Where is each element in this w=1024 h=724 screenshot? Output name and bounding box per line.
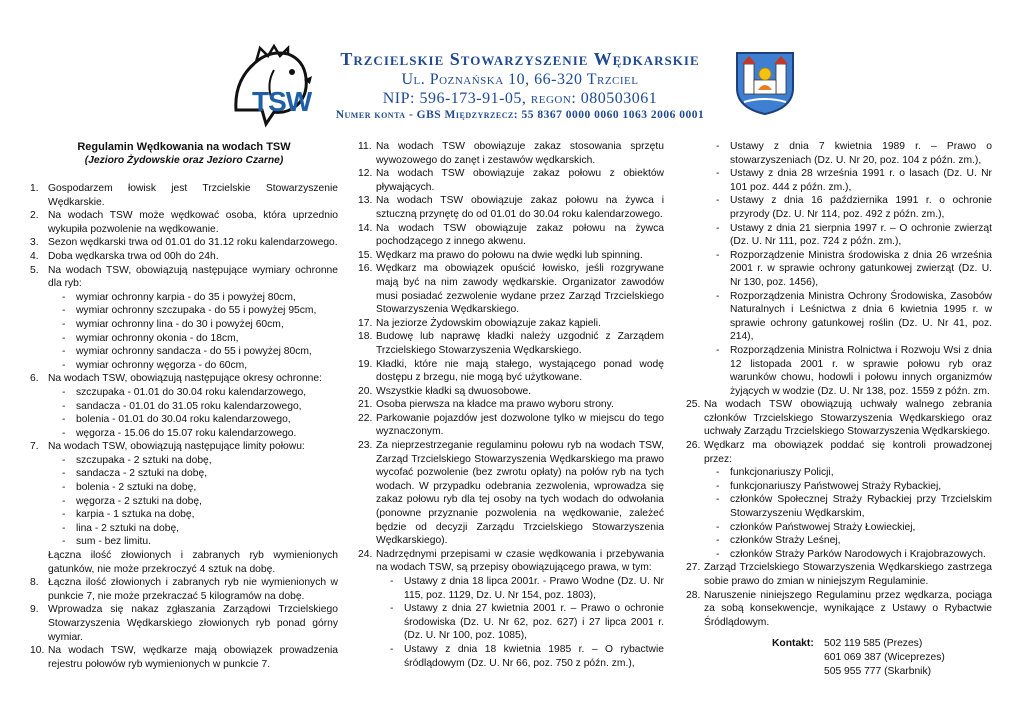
rule-subitem [30, 359, 338, 373]
contact-phones [824, 637, 945, 678]
contact-label: Kontakt: [772, 638, 814, 650]
rule-text: Na wodach TSW, obowiązują następujące limity połowu: [48, 441, 305, 453]
rule-subitem [686, 493, 992, 520]
rule-subitem [30, 345, 338, 359]
rule-number: 24. [358, 548, 373, 560]
rule-text: Na wodach TSW obowiązuje zakaz połowu na żywca pochodzącego z innego akwenu. [376, 222, 664, 248]
rule-subitem [30, 481, 338, 495]
rules-list-1 [30, 182, 338, 671]
dash-bullet: - [390, 603, 394, 615]
rule-subitem [30, 400, 338, 414]
dash-bullet: - [62, 427, 66, 439]
rule-item [358, 548, 664, 575]
coat-of-arms-icon [734, 50, 796, 116]
rule-number: 9. [30, 604, 39, 616]
rules-list-2 [358, 140, 664, 670]
subitem-text: członków Straży Leśnej, [730, 535, 841, 547]
subitem-text: lina - 2 sztuki na dobę, [76, 522, 180, 534]
subitem-text: sandacza - 01.01 do 31.05 roku kalendarzowego, [76, 400, 302, 412]
rule-item [358, 249, 664, 263]
rule-number: 28. [686, 589, 701, 601]
rule-subitem [30, 291, 338, 305]
dash-bullet: - [716, 222, 720, 234]
rule-item [30, 576, 338, 603]
dash-bullet: - [62, 400, 66, 412]
subitem-text: Ustawy z dnia 18 lipca 2001r. - Prawo Wodne (Dz. U. Nr 115, poz. 1129, Dz. U. Nr 154, poz. 1803), [404, 576, 664, 601]
dash-bullet: - [716, 535, 720, 547]
rule-subitem [30, 508, 338, 522]
rule-number: 6. [30, 373, 39, 385]
organization-address: Ul. Poznańska 10, 66-320 Trzciel [401, 71, 639, 88]
rule-text: Na wodach TSW obowiązuje zakaz połowu na żywca i sztuczną przynętę do od 01.01 do 30.04 roku kalendarzowego. [376, 195, 664, 220]
rule-item [358, 167, 664, 194]
dash-bullet: - [62, 291, 66, 303]
rule-subitem [686, 140, 992, 167]
subitem-text: Ustawy z dnia 16 października 1991 r. o ochronie przyrody (Dz. U. Nr 114, poz. 492 z późn. zm.), [730, 195, 992, 220]
subitem-text: szczupaka - 2 sztuki na dobę, [76, 454, 212, 466]
column-left [30, 140, 338, 671]
dash-bullet: - [716, 344, 720, 356]
rule-number: 5. [30, 264, 39, 276]
rule-text: Osoba pierwsza na kładce ma prawo wyboru strony. [376, 399, 614, 411]
logo-text: TSW [252, 86, 312, 117]
rule-number: 18. [358, 331, 373, 343]
rule-text: Na wodach TSW obowiązują uchwały walnego zebrania członków Trzcielskiego Stowarzyszenia Wędkarskiego oraz uchwały Zarządu Trzcielskiego Stowarzyszenia Wędkarskiego. [704, 399, 992, 438]
rule-item [358, 140, 664, 167]
subitem-text: Ustawy z dnia 27 kwietnia 2001 r. – Prawo o ochronie środowiska (Dz. U. Nr 62, poz. 627) i 27 lipca 2001 r. (Dz. U. Nr 100, poz. 1085), [404, 603, 664, 642]
rule-number: 16. [358, 263, 373, 275]
subitem-text: Ustawy z dnia 21 sierpnia 1997 r. – O ochronie zwierząt (Dz. U. Nr 111, poz. 724 z późn. zm.), [730, 222, 992, 248]
rule-text: Na wodach TSW może wędkować osoba, która uprzednio wykupiła pozwolenie na wędkowanie. [48, 210, 338, 235]
subitem-text: członków Straży Parków Narodowych i Krajobrazowych. [730, 548, 986, 560]
rule-item [358, 358, 664, 385]
rule-item [30, 182, 338, 209]
rule-text: Wprowadza się nakaz zgłaszania Zarządowi Trzcielskiego Stowarzyszenia Wędkarskiego złowionych ryb ponad górny wymiar. [48, 604, 338, 643]
dash-bullet: - [716, 467, 720, 479]
rule-item [30, 250, 338, 264]
rule-number: 21. [358, 399, 373, 411]
rule-item [686, 439, 992, 466]
subitem-text: karpia - 1 sztuka na dobę, [76, 509, 195, 521]
subitem-text: węgorza - 2 sztuki na dobę, [76, 495, 202, 507]
subitem-text: wymiar ochronny karpia - do 35 i powyżej 80cm, [76, 291, 296, 303]
rule-subitem [686, 167, 992, 194]
rule-item [30, 644, 338, 671]
rule-number: 15. [358, 249, 373, 261]
dash-bullet: - [62, 346, 66, 358]
dash-bullet: - [62, 332, 66, 344]
rule-subitem [30, 386, 338, 400]
subitem-text: Rozporządzenia Ministra Ochrony Środowiska, Zasobów Naturalnych i Leśnictwa z dnia 6 kwietnia 1995 r. w sprawie ochrony gatunkowej roślin (Dz. U. Nr 41, poz. 214), [730, 290, 992, 343]
organization-info [300, 48, 740, 123]
organization-name: Trzcielskie Stowarzyszenie Wędkarskie [340, 49, 700, 69]
dash-bullet: - [62, 536, 66, 548]
dash-bullet: - [716, 141, 720, 152]
rule-subitem [30, 495, 338, 509]
subitem-text: szczupaka - 01.01 do 30.04 roku kalendarzowego, [76, 386, 307, 398]
rule-number: 4. [30, 250, 39, 262]
rule-subitem [686, 194, 992, 221]
rule-subitem [686, 290, 992, 344]
rule-subitem [30, 332, 338, 346]
dash-bullet: - [62, 318, 66, 330]
rule-text: Za nieprzestrzeganie regulaminu połowu ryb na wodach TSW, Zarząd Trzcielskiego Stowarzyszenia Wędkarskiego ma prawo wycofać pozwolenie (bez zwrotu opłaty) na połów ryb na tych wodach. W przypadku odebrania zezwolenia, wprowadza się zakaz połowu ryb dla tej osoby na tych wodach do odwołania (ponowne przyznanie pozwolenia na wędkowanie, zależeć będzie od decyzji Zarządu Trzcielskiego Stowarzyszenia Wędkarskiego). [376, 440, 664, 547]
subitem-text: funkcjonariuszy Państwowej Straży Rybackiej, [730, 480, 942, 492]
contact-phone: 502 119 585 (Prezes) [824, 638, 923, 650]
rule-item [30, 236, 338, 250]
rule-subitem [30, 427, 338, 441]
rules-list-3 [686, 140, 992, 629]
rule-number: 20. [358, 385, 373, 397]
subitem-text: sum - bez limitu. [76, 536, 151, 548]
rule-subitem [30, 318, 338, 332]
rule-text: Na wodach TSW, obowiązują następujące wymiary ochronne dla ryb: [48, 264, 338, 290]
rule-item [30, 603, 338, 644]
rule-item [358, 262, 664, 316]
dash-bullet: - [62, 454, 66, 466]
rule-text: Naruszenie niniejszego Regulaminu przez wędkarza, pociąga za sobą konsekwencje, wynikające z Ustawy o Rybactwie Śródlądowym. [704, 589, 992, 628]
rule-subitem [686, 534, 992, 548]
rule-subitem [30, 413, 338, 427]
rule-text: Gospodarzem łowisk jest Trzcielskie Stowarzyszenie Wędkarskie. [48, 183, 338, 208]
rule-number: 17. [358, 317, 373, 329]
dash-bullet: - [716, 249, 720, 261]
document-subtitle: (Jezioro Żydowskie oraz Jezioro Czarne) [84, 155, 284, 166]
dash-bullet: - [716, 195, 720, 207]
rule-number: 25. [686, 399, 701, 411]
rule-number: 23. [358, 440, 373, 452]
rule-number: 1. [30, 183, 39, 194]
subitem-text: funkcjonariuszy Policji, [730, 467, 834, 479]
contact-phone: 601 069 387 (Wiceprezes) [824, 651, 945, 663]
rule-note: Łączna ilość złowionych i zabranych ryb wymienionych gatunków, nie może przekroczyć 4 sztuk na dobę. [48, 550, 338, 575]
dash-bullet: - [62, 305, 66, 317]
rule-text: Zarząd Trzcielskiego Stowarzyszenia Wędkarskiego zastrzega sobie prawo do zmian w niniejszym Regulaminie. [704, 562, 992, 587]
subitem-text: bolenia - 01.01 do 30.04 roku kalendarzowego, [76, 414, 291, 426]
rule-subitem [30, 535, 338, 549]
dash-bullet: - [62, 509, 66, 521]
subitem-text: sandacza - 2 sztuki na dobę, [76, 468, 208, 480]
dash-bullet: - [390, 643, 394, 655]
rule-number: 7. [30, 441, 39, 453]
rule-number: 11. [358, 141, 372, 152]
dash-bullet: - [716, 290, 720, 302]
rule-number: 12. [358, 168, 373, 180]
subitem-text: Rozporządzenia Ministra Rolnictwa i Rozwoju Wsi z dnia 12 listopada 2001 r. w sprawie połowu ryb oraz warunków chowu, hodowli i połowu innych organizmów żyjących w wodzie (Dz. U. Nr 138, poz. 1559 z późn. zm. [730, 344, 992, 397]
subitem-text: Ustawy z dnia 28 września 1991 r. o lasach (Dz. U. Nr 101 poz. 444 z późn. zm.), [730, 168, 992, 193]
column-middle [358, 140, 664, 670]
subitem-text: członków Społecznej Straży Rybackiej przy Trzcielskim Stowarzyszeniu Wędkarskim, [730, 494, 992, 520]
rule-text: Parkowanie pojazdów jest dozwolone tylko w miejscu do tego wyznaczonym. [376, 412, 664, 438]
rule-text: Na wodach TSW obowiązuje zakaz połowu z obiektów pływających. [376, 168, 664, 193]
rule-item [30, 264, 338, 291]
rule-item [30, 440, 338, 454]
rule-subitem [358, 643, 664, 670]
rule-number: 2. [30, 210, 39, 222]
dash-bullet: - [62, 414, 66, 426]
dash-bullet: - [716, 521, 720, 533]
dash-bullet: - [716, 168, 720, 180]
document-title: Regulamin Wędkowania na wodach TSW [77, 141, 291, 153]
contact-block [686, 637, 992, 678]
rule-item [358, 385, 664, 399]
subitem-text: bolenia - 2 sztuki na dobę, [76, 482, 197, 494]
rule-subitem [30, 454, 338, 468]
rule-subitem [686, 466, 992, 480]
rule-item [358, 222, 664, 249]
rule-item [358, 194, 664, 221]
rule-subitem [686, 480, 992, 494]
rule-number: 22. [358, 412, 373, 424]
subitem-text: węgorza - 15.06 do 15.07 roku kalendarzowego. [76, 427, 297, 439]
rule-number: 3. [30, 237, 39, 249]
bank-account: Numer konta - GBS Międzyrzecz: 55 8367 0000 0060 1063 2006 0001 [335, 109, 705, 121]
rule-subitem [358, 575, 664, 602]
subitem-text: wymiar ochronny okonia - do 18cm, [76, 332, 239, 344]
rule-subitem [686, 249, 992, 290]
rule-text: Wszystkie kładki są dwuosobowe. [376, 385, 532, 397]
column-right [686, 140, 992, 678]
rule-item [30, 372, 338, 386]
rule-text: Na wodach TSW, wędkarze mają obowiązek prowadzenia rejestru połowów ryb wymienionych w punkcie 7. [48, 645, 338, 670]
rule-text: Łączna ilość złowionych i zabranych ryb nie wymienionych w punkcie 7, nie może przekraczać 5 kilogramów na dobę. [48, 577, 338, 602]
rule-item [358, 412, 664, 439]
letterhead [0, 0, 1024, 130]
contact-phone: 505 955 777 (Skarbnik) [824, 665, 932, 677]
rule-subitem [358, 602, 664, 643]
rule-text: Sezon wędkarski trwa od 01.01 do 31.12 roku kalendarzowego. [48, 237, 338, 249]
rule-item [358, 317, 664, 331]
rule-text: Na wodach TSW, obowiązują następujące okresy ochronne: [48, 373, 322, 385]
dash-bullet: - [390, 576, 394, 587]
rule-number: 10. [30, 645, 45, 657]
dash-bullet: - [62, 386, 66, 398]
rule-item [686, 561, 992, 588]
rule-subitem [30, 522, 338, 536]
subitem-text: członków Państwowej Straży Łowieckiej, [730, 521, 916, 533]
rule-subitem [30, 467, 338, 481]
dash-bullet: - [62, 359, 66, 371]
dash-bullet: - [62, 522, 66, 534]
subitem-text: wymiar ochronny lina - do 30 i powyżej 60cm, [76, 318, 284, 330]
rule-item [358, 398, 664, 412]
rule-subitem [686, 521, 992, 535]
subitem-text: Ustawy z dnia 18 kwietnia 1985 r. – O rybactwie śródlądowym (Dz. U. Nr 66, poz. 750 z późn. zm.), [404, 643, 664, 669]
rule-item [30, 209, 338, 236]
rule-number: 26. [686, 440, 701, 452]
rule-subitem [686, 222, 992, 249]
rule-item [358, 330, 664, 357]
rule-subitem [686, 548, 992, 562]
rule-text: Nadrzędnymi przepisami w czasie wędkowania i przebywania na wodach TSW, są przepisy obowiązującego prawa, w tym: [376, 548, 664, 574]
subitem-text: wymiar ochronny węgorza - do 60cm, [76, 359, 248, 371]
rule-item [686, 398, 992, 439]
rule-number: 19. [358, 358, 373, 370]
rule-number: 27. [686, 562, 701, 574]
rule-subitem [686, 344, 992, 398]
rule-number: 8. [30, 577, 39, 589]
rule-text: Wędkarz ma prawo do połowu na dwie wędki lub spinning. [376, 249, 643, 261]
rule-text: Na wodach TSW obowiązuje zakaz stosowania sprzętu wywozowego do zanęt i zestawów wędkarskich. [376, 141, 664, 166]
dash-bullet: - [62, 482, 66, 494]
dash-bullet: - [716, 480, 720, 492]
rule-text: Wędkarz ma obowiązek poddać się kontroli prowadzonej przez: [704, 440, 992, 465]
rule-text: Doba wędkarska trwa od 00h do 24h. [48, 250, 219, 262]
rule-item [358, 439, 664, 548]
subitem-text: wymiar ochronny sandacza - do 55 i powyżej 80cm, [76, 346, 312, 358]
rule-text: Na jeziorze Żydowskim obowiązuje zakaz kąpieli. [376, 317, 601, 329]
subitem-text: Rozporządzenie Ministra środowiska z dnia 26 września 2001 r. w sprawie ochrony gatunkowej zwierząt (Dz. U. Nr 130, poz. 1456), [730, 249, 992, 288]
subitem-text: wymiar ochronny szczupaka - do 55 i powyżej 95cm, [76, 305, 317, 317]
rule-text: Wędkarz ma obowiązek opuścić łowisko, jeśli rozgrywane mają być na nim zawody wędkarskie. Organizator zawodów musi posiadać zezwolenie wydane przez Zarząd Trzcielskiego Stowarzyszenia Wędkarskiego. [376, 263, 664, 316]
rule-subitem [30, 304, 338, 318]
dash-bullet: - [62, 495, 66, 507]
subitem-text: Ustawy z dnia 7 kwietnia 1989 r. – Prawo o stowarzyszeniach (Dz. U. Nr 20, poz. 104 z późn. zm.), [730, 141, 992, 166]
rule-text: Budowę lub naprawę kładki należy uzgodnić z Zarządem Trzcielskiego Stowarzyszenia Wędkarskiego. [376, 331, 664, 356]
dash-bullet: - [62, 468, 66, 480]
rule-text: Kładki, które nie mają stałego, wystającego ponad wodę dostępu z brzegu, nie mogą być użytkowane. [376, 358, 664, 384]
rule-number: 13. [358, 195, 373, 207]
dash-bullet: - [716, 548, 720, 560]
organization-ids: NIP: 596-173-91-05, regon: 080503061 [382, 90, 658, 107]
dash-bullet: - [716, 494, 720, 506]
rule-number: 14. [358, 222, 373, 234]
rule-item [686, 589, 992, 630]
